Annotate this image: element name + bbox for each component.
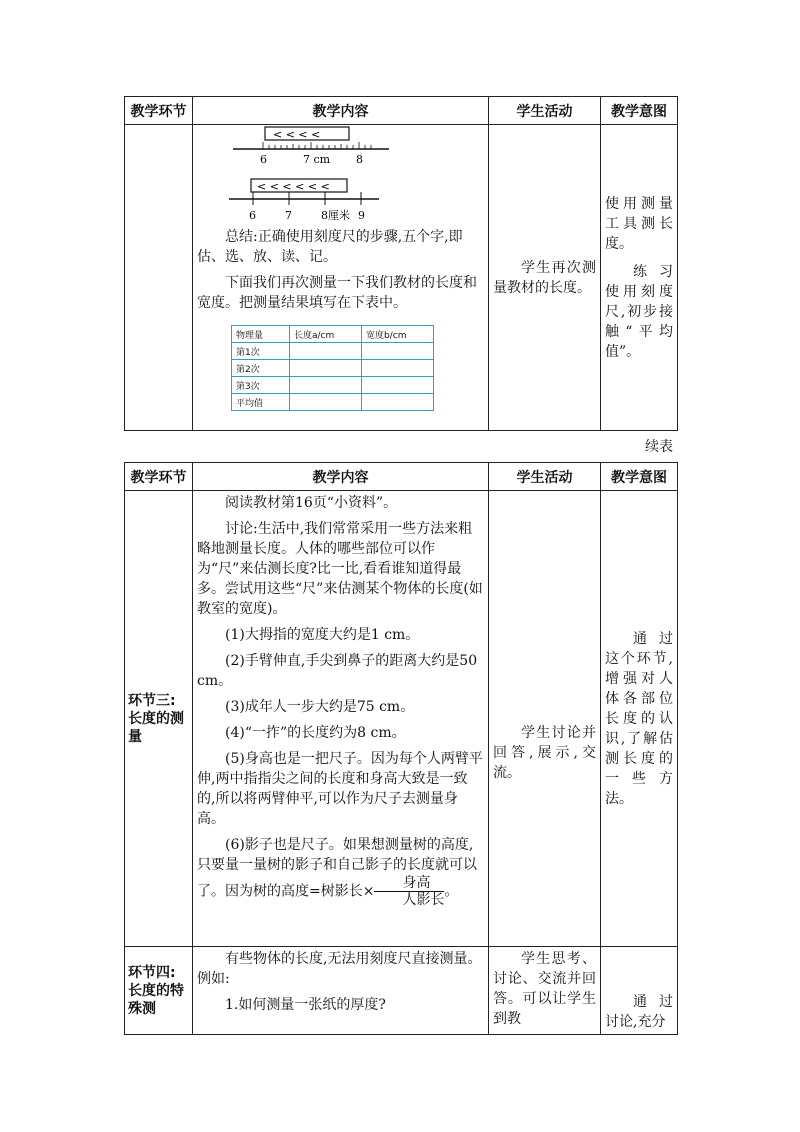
section3-label: 环节三:长度的测量 — [125, 491, 193, 947]
ruler2-label-6: 6 — [249, 209, 256, 222]
height-fraction: $\frac{\text{身高}}{\text{人影长}}$ — [374, 875, 444, 908]
section3-intent: 通过这个环节,增强对人体各部位长度的认识,了解估测长度的一些方法。 — [601, 491, 678, 947]
mini-row-2: 第2次 — [232, 360, 290, 377]
instruction-text: 下面我们再次测量一下我们教材的长度和宽度。把测量结果填写在下表中。 — [197, 275, 477, 311]
item-4: (4)“一拃”的长度约为8 cm。 — [225, 725, 406, 741]
content-text — [193, 225, 488, 321]
table-row — [125, 947, 678, 1035]
ruler2-label-8: 8厘米 — [321, 209, 350, 222]
item-6: (6)影子也是尺子。如果想测量树的高度,只要量一量树的影子和自己影子的长度就可以了。因为树的高度=树影长× $\frac{\text{身高}}{\text{人影长}}$ 。 — [197, 837, 477, 908]
mini-row-3: 第3次 — [232, 377, 290, 394]
stage-cell — [125, 125, 193, 431]
ruler-diagram-1 — [233, 125, 393, 167]
header-stage: 教学环节 — [125, 463, 193, 491]
lesson-table-1 — [124, 96, 678, 431]
section4-q1: 1.如何测量一张纸的厚度? — [225, 997, 386, 1013]
ruler1-label-6: 6 — [260, 153, 267, 166]
table-row — [125, 491, 678, 947]
mini-header-length: 长度a/cm — [290, 326, 362, 343]
section4-intro: 有些物体的长度,无法用刻度尺直接测量。例如: — [197, 951, 482, 987]
header-content: 教学内容 — [193, 97, 489, 125]
header-stage: 教学环节 — [125, 97, 193, 125]
mini-row-1: 第1次 — [232, 343, 290, 360]
section4-label: 环节四:长度的特殊测 — [125, 947, 193, 1035]
measurement-table — [231, 325, 434, 411]
table-row — [125, 125, 678, 431]
ruler2-label-9: 9 — [358, 209, 365, 222]
discuss-text: 讨论:生活中,我们常常采用一些方法来粗略地测量长度。人体的哪些部位可以作为“尺”来估测长度?比一比,看看谁知道得最多。尝试用这些“尺”来估测某个物体的长度(如教室的宽度)。 — [197, 521, 483, 617]
section3-content — [193, 491, 489, 947]
lesson-table-2 — [124, 462, 678, 1035]
ruler-diagram-2 — [229, 177, 389, 223]
activity-cell: 学生再次测量教材的长度。 — [489, 125, 601, 431]
item-5: (5)身高也是一把尺子。因为每个人两臂平伸,两中指指尖之间的长度和身高大致是一致的,所以将两臂伸平,可以作为尺子去测量身高。 — [197, 751, 483, 827]
item-1: (1)大拇指的宽度大约是1 cm。 — [225, 627, 420, 643]
content-cell — [193, 125, 489, 431]
mini-header-width: 宽度b/cm — [362, 326, 434, 343]
header-intent: 教学意图 — [601, 463, 678, 491]
mini-header-quantity: 物理量 — [232, 326, 290, 343]
ruler1-cursor: < < < < — [273, 128, 321, 141]
mini-row-avg: 平均值 — [232, 394, 290, 411]
section3-activity: 学生讨论并回答,展示,交流。 — [489, 491, 601, 947]
header-intent: 教学意图 — [601, 97, 678, 125]
section4-content — [193, 947, 489, 1035]
ruler2-cursor: < < < < < < — [257, 180, 330, 193]
item-2: (2)手臂伸直,手尖到鼻子的距离大约是50 cm。 — [197, 653, 478, 689]
summary-text: 总结:正确使用刻度尺的步骤,五个字,即估、选、放、读、记。 — [197, 229, 463, 265]
item-3: (3)成年人一步大约是75 cm。 — [225, 699, 415, 715]
header-row — [125, 463, 678, 491]
header-content: 教学内容 — [193, 463, 489, 491]
header-row — [125, 97, 678, 125]
section4-intent: 通过讨论,充分 — [601, 947, 678, 1035]
ruler1-label-8: 8 — [356, 153, 363, 166]
read-text: 阅读教材第16页“小资料”。 — [225, 495, 398, 511]
section4-activity: 学生思考、讨论、交流并回答。可以让学生到教 — [489, 947, 601, 1035]
intent-cell: 使用测量工具测长度。 练习使用刻度尺,初步接触“平均值”。 — [601, 125, 678, 431]
ruler-figures — [193, 125, 488, 225]
header-activity: 学生活动 — [489, 463, 601, 491]
continue-label: 续表 — [645, 439, 673, 455]
header-activity: 学生活动 — [489, 97, 601, 125]
ruler2-label-7: 7 — [285, 209, 292, 222]
ruler1-label-7: 7 cm — [303, 153, 331, 166]
